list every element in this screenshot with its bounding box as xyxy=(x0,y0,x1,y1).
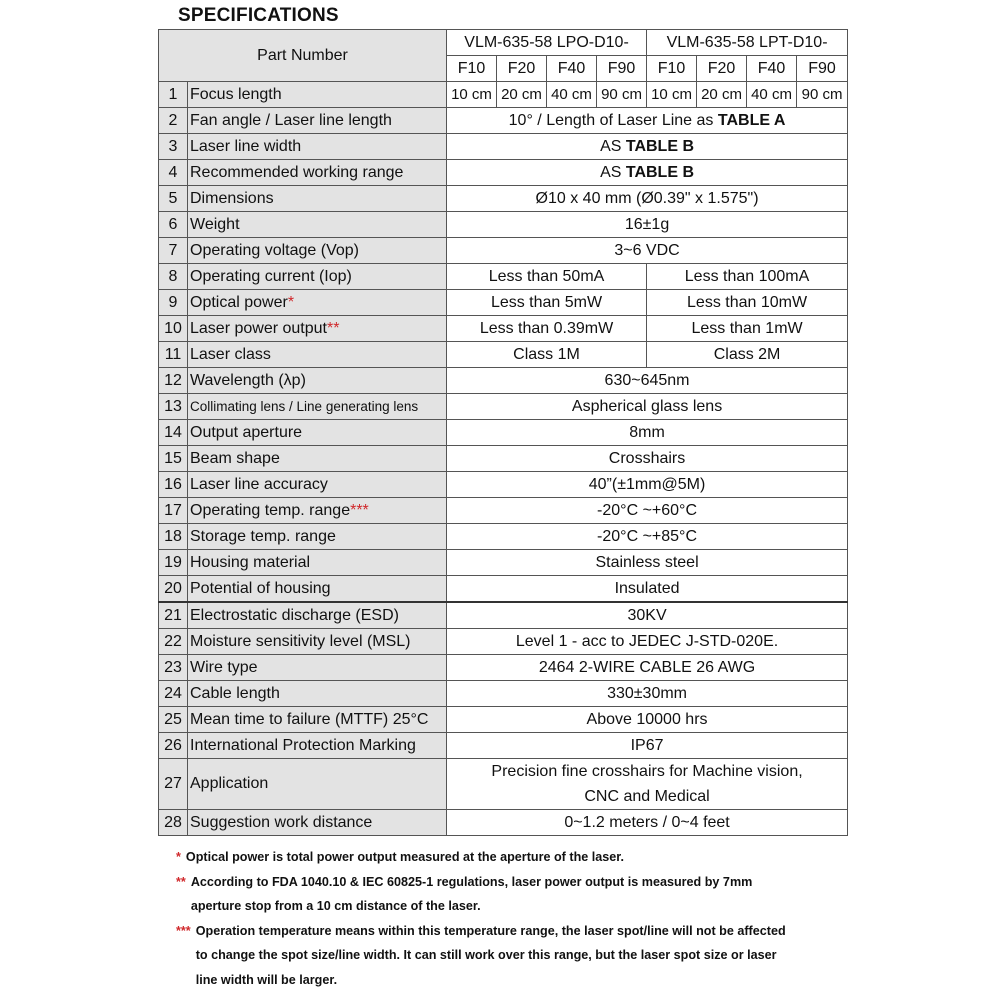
row-label-text: Cable length xyxy=(190,684,280,702)
focus-code: F20 xyxy=(697,56,747,82)
spec-row xyxy=(159,238,848,264)
shared-value: 40”(±1mm@5M) xyxy=(447,472,848,498)
row-number: 16 xyxy=(159,472,188,498)
footnote-line: line width will be larger. xyxy=(195,972,338,987)
shared-value: -20°C ~+85°C xyxy=(447,524,848,550)
footnote-marker: ** xyxy=(326,319,340,337)
row-label-text: Beam shape xyxy=(190,449,280,467)
row-label xyxy=(188,629,447,655)
value-line: CNC and Medical xyxy=(584,788,710,805)
row-label xyxy=(188,316,447,342)
row-label xyxy=(188,576,447,603)
focus-code: F10 xyxy=(647,56,697,82)
footnote-marker: *** xyxy=(350,501,369,519)
spec-row xyxy=(159,212,848,238)
shared-value: 630~645nm xyxy=(447,368,848,394)
row-number: 3 xyxy=(159,134,188,160)
row-label xyxy=(188,524,447,550)
row-label-text: Wavelength (λp) xyxy=(190,371,306,389)
row-label-text: Mean time to failure (MTTF) 25°C xyxy=(190,710,429,728)
spec-row xyxy=(159,160,848,186)
focus-length-cell: 20 cm xyxy=(697,82,747,108)
row-label xyxy=(188,108,447,134)
row-label-text: Operating voltage (Vop) xyxy=(190,241,359,259)
spec-row xyxy=(159,472,848,498)
shared-value: Aspherical glass lens xyxy=(447,394,848,420)
spec-row xyxy=(159,108,848,134)
row-label-text: Laser line width xyxy=(190,137,302,155)
row-number: 6 xyxy=(159,212,188,238)
row-label-text: Electrostatic discharge (ESD) xyxy=(190,606,399,624)
lpo-value: Less than 50mA xyxy=(447,264,647,290)
footnote-marker: ** xyxy=(176,874,186,889)
shared-value xyxy=(447,160,848,186)
row-label xyxy=(188,733,447,759)
footnote xyxy=(176,870,856,919)
footnote xyxy=(176,845,856,870)
spec-row xyxy=(159,82,848,108)
focus-length-cell: 20 cm xyxy=(497,82,547,108)
footnote-text xyxy=(196,919,786,993)
shared-value: 330±30mm xyxy=(447,681,848,707)
focus-code: F40 xyxy=(547,56,597,82)
focus-code: F90 xyxy=(797,56,848,82)
shared-value xyxy=(447,759,848,810)
spec-row xyxy=(159,550,848,576)
row-number: 22 xyxy=(159,629,188,655)
row-label-text: Laser line accuracy xyxy=(190,475,328,493)
row-number: 15 xyxy=(159,446,188,472)
row-label xyxy=(188,186,447,212)
footnote-marker: * xyxy=(176,850,181,864)
shared-value: 30KV xyxy=(447,602,848,629)
focus-code: F40 xyxy=(747,56,797,82)
row-label-text: Moisture sensitivity level (MSL) xyxy=(190,632,411,650)
table-reference: TABLE A xyxy=(717,111,786,129)
row-label xyxy=(188,342,447,368)
row-number: 10 xyxy=(159,316,188,342)
value-text: 10° / Length of Laser Line as xyxy=(508,111,718,129)
model-lpo-header: VLM-635-58 LPO-D10- xyxy=(447,30,647,56)
row-label xyxy=(188,160,447,186)
row-number: 25 xyxy=(159,707,188,733)
row-number: 8 xyxy=(159,264,188,290)
row-label-text: Storage temp. range xyxy=(190,527,336,545)
shared-value: 2464 2-WIRE CABLE 26 AWG xyxy=(447,655,848,681)
row-label xyxy=(188,420,447,446)
row-number: 21 xyxy=(159,602,188,629)
row-number: 11 xyxy=(159,342,188,368)
row-number: 2 xyxy=(159,108,188,134)
shared-value: Crosshairs xyxy=(447,446,848,472)
row-number: 18 xyxy=(159,524,188,550)
footnote-text xyxy=(186,845,624,870)
row-number: 19 xyxy=(159,550,188,576)
lpo-value: Less than 0.39mW xyxy=(447,316,647,342)
row-label-text: Laser power output xyxy=(190,319,327,337)
row-number: 27 xyxy=(159,759,188,810)
lpt-value: Class 2M xyxy=(647,342,848,368)
value-line: Precision fine crosshairs for Machine vision, xyxy=(491,763,803,780)
spec-row xyxy=(159,498,848,524)
spec-table xyxy=(158,29,848,836)
spec-row xyxy=(159,134,848,160)
table-reference: TABLE B xyxy=(625,137,694,155)
row-label xyxy=(188,368,447,394)
lpt-value: Less than 1mW xyxy=(647,316,848,342)
spec-row xyxy=(159,707,848,733)
row-label-text: Operating current (Iop) xyxy=(190,267,352,285)
spec-row xyxy=(159,394,848,420)
footnote-text xyxy=(191,870,753,919)
shared-value: 8mm xyxy=(447,420,848,446)
row-label xyxy=(188,759,447,810)
row-label-text: Potential of housing xyxy=(190,579,331,597)
shared-value: -20°C ~+60°C xyxy=(447,498,848,524)
lpt-value: Less than 10mW xyxy=(647,290,848,316)
footnote-line: According to FDA 1040.10 & IEC 60825-1 regulations, laser power output is measured by 7mm xyxy=(190,874,753,889)
row-number: 7 xyxy=(159,238,188,264)
focus-code: F10 xyxy=(447,56,497,82)
row-label xyxy=(188,707,447,733)
footnote-line: Optical power is total power output measured at the aperture of the laser. xyxy=(185,850,624,864)
row-number: 5 xyxy=(159,186,188,212)
spec-row xyxy=(159,264,848,290)
row-label-text: Weight xyxy=(190,215,240,233)
row-label-text: Operating temp. range xyxy=(190,501,351,519)
row-label xyxy=(188,82,447,108)
page-title: SPECIFICATIONS xyxy=(178,5,339,26)
value-text: AS xyxy=(600,163,626,181)
row-label-text: Recommended working range xyxy=(190,163,404,181)
spec-row xyxy=(159,446,848,472)
row-number: 26 xyxy=(159,733,188,759)
row-label-text: Optical power xyxy=(190,293,288,311)
row-label xyxy=(188,134,447,160)
row-number: 14 xyxy=(159,420,188,446)
footnote-line: to change the spot size/line width. It can still work over this range, but the laser spot size or laser xyxy=(195,948,777,962)
row-number: 17 xyxy=(159,498,188,524)
row-label xyxy=(188,446,447,472)
row-label xyxy=(188,472,447,498)
shared-value: Above 10000 hrs xyxy=(447,707,848,733)
row-label xyxy=(188,264,447,290)
part-number-header: Part Number xyxy=(159,30,447,82)
focus-length-cell: 40 cm xyxy=(547,82,597,108)
row-label xyxy=(188,212,447,238)
shared-value: Insulated xyxy=(447,576,848,603)
row-label-text: International Protection Marking xyxy=(190,736,416,754)
table-reference: TABLE B xyxy=(625,163,694,181)
spec-row xyxy=(159,759,848,810)
focus-length-cell: 90 cm xyxy=(597,82,647,108)
spec-row xyxy=(159,655,848,681)
row-label-text: Application xyxy=(190,775,269,792)
row-label-text: Collimating lens / Line generating lens xyxy=(190,399,419,414)
spec-row xyxy=(159,524,848,550)
spec-row xyxy=(159,186,848,212)
row-label-text: Laser class xyxy=(190,345,271,363)
spec-row xyxy=(159,342,848,368)
spec-row xyxy=(159,420,848,446)
row-label xyxy=(188,238,447,264)
spec-row xyxy=(159,290,848,316)
spec-row xyxy=(159,368,848,394)
focus-code: F20 xyxy=(497,56,547,82)
footnotes xyxy=(176,845,856,992)
row-label-text: Suggestion work distance xyxy=(190,813,373,831)
shared-value: IP67 xyxy=(447,733,848,759)
row-label-text: Dimensions xyxy=(190,189,274,207)
value-text: AS xyxy=(600,137,626,155)
shared-value: Stainless steel xyxy=(447,550,848,576)
footnote xyxy=(176,919,856,993)
row-number: 24 xyxy=(159,681,188,707)
row-number: 20 xyxy=(159,576,188,603)
lpo-value: Class 1M xyxy=(447,342,647,368)
row-number: 13 xyxy=(159,394,188,420)
row-label xyxy=(188,394,447,420)
row-label xyxy=(188,602,447,629)
spec-row xyxy=(159,316,848,342)
shared-value: Ø10 x 40 mm (Ø0.39" x 1.575") xyxy=(447,186,848,212)
row-number: 28 xyxy=(159,810,188,836)
footnote-line: Operation temperature means within this temperature range, the laser spot/line will not be affected xyxy=(195,923,786,938)
focus-length-cell: 90 cm xyxy=(797,82,848,108)
footnote-line: aperture stop from a 10 cm distance of the laser. xyxy=(190,899,481,913)
spec-row xyxy=(159,733,848,759)
row-number: 12 xyxy=(159,368,188,394)
focus-length-cell: 10 cm xyxy=(447,82,497,108)
row-label xyxy=(188,810,447,836)
focus-length-cell: 40 cm xyxy=(747,82,797,108)
footnote-marker: * xyxy=(287,293,295,311)
row-label xyxy=(188,550,447,576)
footnote-marker: *** xyxy=(176,923,191,938)
row-label-text: Housing material xyxy=(190,553,311,571)
shared-value: 16±1g xyxy=(447,212,848,238)
row-label xyxy=(188,655,447,681)
row-label-text: Wire type xyxy=(190,658,258,676)
row-label-text: Fan angle / Laser line length xyxy=(190,111,392,129)
shared-value: Level 1 - acc to JEDEC J-STD-020E. xyxy=(447,629,848,655)
lpt-value: Less than 100mA xyxy=(647,264,848,290)
row-number: 23 xyxy=(159,655,188,681)
spec-row xyxy=(159,602,848,629)
focus-length-cell: 10 cm xyxy=(647,82,697,108)
row-label xyxy=(188,498,447,524)
spec-row xyxy=(159,629,848,655)
header-row-models xyxy=(159,30,848,56)
shared-value xyxy=(447,108,848,134)
row-number: 1 xyxy=(159,82,188,108)
row-label-text: Output aperture xyxy=(190,423,303,441)
spec-row xyxy=(159,810,848,836)
model-lpt-header: VLM-635-58 LPT-D10- xyxy=(647,30,848,56)
spec-row xyxy=(159,681,848,707)
row-number: 9 xyxy=(159,290,188,316)
shared-value: 3~6 VDC xyxy=(447,238,848,264)
row-number: 4 xyxy=(159,160,188,186)
shared-value: 0~1.2 meters / 0~4 feet xyxy=(447,810,848,836)
shared-value xyxy=(447,134,848,160)
lpo-value: Less than 5mW xyxy=(447,290,647,316)
row-label xyxy=(188,681,447,707)
row-label-text: Focus length xyxy=(190,85,282,103)
spec-row xyxy=(159,576,848,603)
row-label xyxy=(188,290,447,316)
focus-code: F90 xyxy=(597,56,647,82)
